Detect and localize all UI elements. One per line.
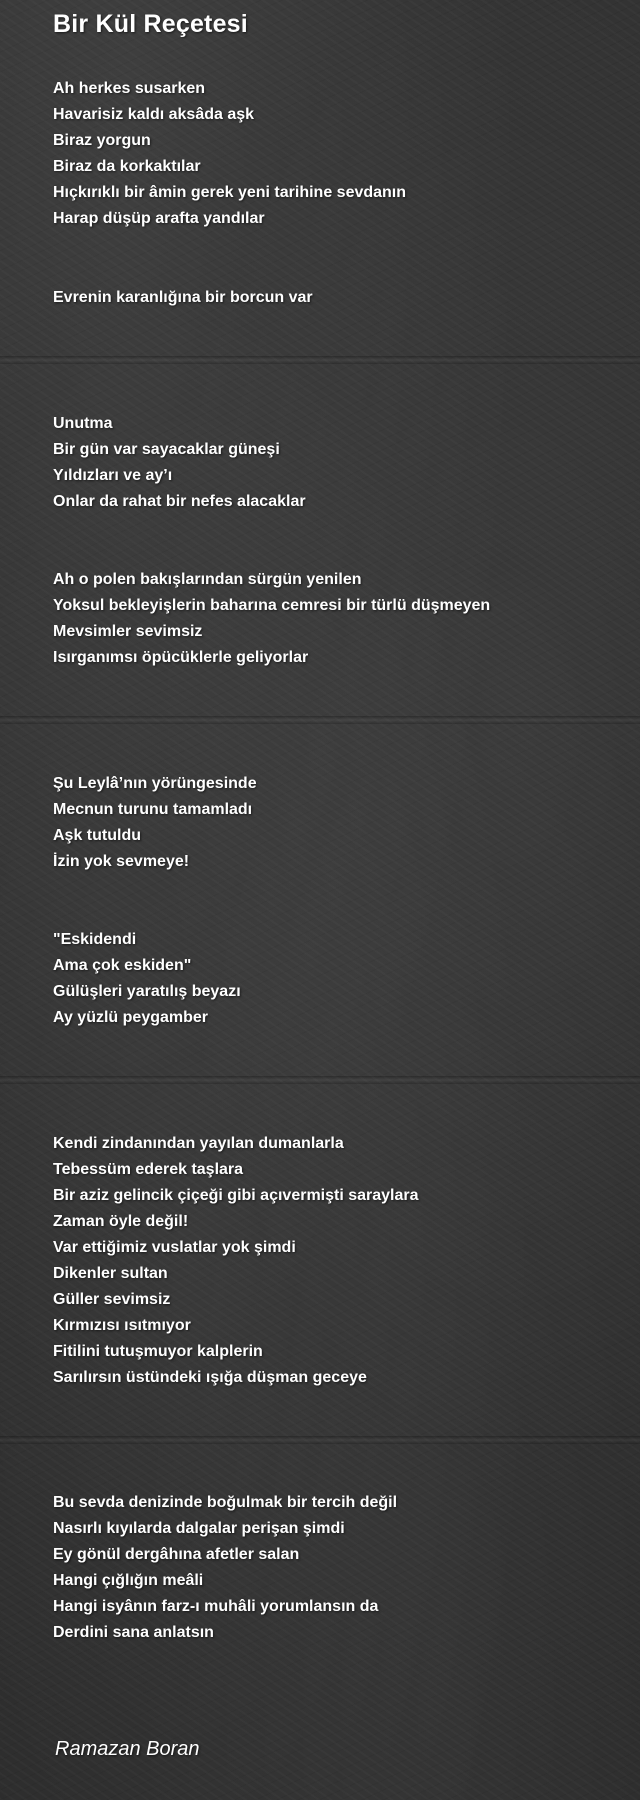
poem-line: Dikenler sultan <box>53 1265 168 1282</box>
background-seam <box>0 1436 640 1444</box>
poem-line: Güller sevimsiz <box>53 1291 171 1308</box>
poem-line: Zaman öyle değil! <box>53 1213 189 1230</box>
poem-line: Harap düşüp arafta yandılar <box>53 210 265 227</box>
poem-title: Bir Kül Reçetesi <box>53 10 248 38</box>
poem-line: Mevsimler sevimsiz <box>53 623 203 640</box>
poem-line: Hangi isyânın farz-ı muhâli yorumlansın da <box>53 1598 379 1615</box>
poem-line: Fitilini tutuşmuyor kalplerin <box>53 1343 263 1360</box>
poem-line: Onlar da rahat bir nefes alacaklar <box>53 493 306 510</box>
stanza <box>53 1131 613 1391</box>
poem-line: Kendi zindanından yayılan dumanlarla <box>53 1135 344 1152</box>
background-seam <box>0 1076 640 1084</box>
poem-line: Aşk tutuldu <box>53 827 141 844</box>
poem-line: Ama çok eskiden" <box>53 957 192 974</box>
poem-line: Nasırlı kıyılarda dalgalar perişan şimdi <box>53 1520 345 1537</box>
poem-line: Havarisiz kaldı aksâda aşk <box>53 106 255 123</box>
poem-line: Tebessüm ederek taşlara <box>53 1161 244 1178</box>
poem-line: Isırganımsı öpücüklerle geliyorlar <box>53 649 309 666</box>
poem-line: Kırmızısı ısıtmıyor <box>53 1317 191 1334</box>
stanza <box>53 771 613 875</box>
poem-line: Hangi çığlığın meâli <box>53 1572 204 1589</box>
poem-line: Ah herkes susarken <box>53 80 206 97</box>
poem-line: Unutma <box>53 415 113 432</box>
poem-line: Bir aziz gelincik çiçeği gibi açıvermişti saraylara <box>53 1187 419 1204</box>
poem-line: Ah o polen bakışlarından sürgün yenilen <box>53 571 362 588</box>
poem-line: İzin yok sevmeye! <box>53 853 190 870</box>
stanza <box>53 927 613 1031</box>
stanza <box>53 411 613 515</box>
background-seam <box>0 716 640 724</box>
stanza <box>53 285 613 311</box>
poem-line: Yıldızları ve ay’ı <box>53 467 173 484</box>
poem-line: Hıçkırıklı bir âmin gerek yeni tarihine sevdanın <box>53 184 407 201</box>
stanza <box>53 76 613 232</box>
poem-line: Ey gönül dergâhına afetler salan <box>53 1546 300 1563</box>
poem-line: Var ettiğimiz vuslatlar yok şimdi <box>53 1239 296 1256</box>
poem-line: Gülüşleri yaratılış beyazı <box>53 983 241 1000</box>
poem-line: Derdini sana anlatsın <box>53 1624 214 1641</box>
poem-line: "Eskidendi <box>53 931 137 948</box>
poem-line: Mecnun turunu tamamladı <box>53 801 253 818</box>
poem-line: Bir gün var sayacaklar güneşi <box>53 441 280 458</box>
poem-line: Evrenin karanlığına bir borcun var <box>53 289 313 306</box>
poem-line: Sarılırsın üstündeki ışığa düşman geceye <box>53 1369 367 1386</box>
background-seam <box>0 356 640 364</box>
poem-line: Yoksul bekleyişlerin baharına cemresi bir türlü düşmeyen <box>53 597 491 614</box>
poem-line: Biraz da korkaktılar <box>53 158 201 175</box>
poem-line: Ay yüzlü peygamber <box>53 1009 209 1026</box>
poem-line: Şu Leylâ’nın yörüngesinde <box>53 775 257 792</box>
poem-line: Biraz yorgun <box>53 132 151 149</box>
poem-line: Bu sevda denizinde boğulmak bir tercih değil <box>53 1494 398 1511</box>
stanza <box>53 1490 613 1646</box>
poem-author: Ramazan Boran <box>55 1738 200 1760</box>
stanza <box>53 567 613 671</box>
